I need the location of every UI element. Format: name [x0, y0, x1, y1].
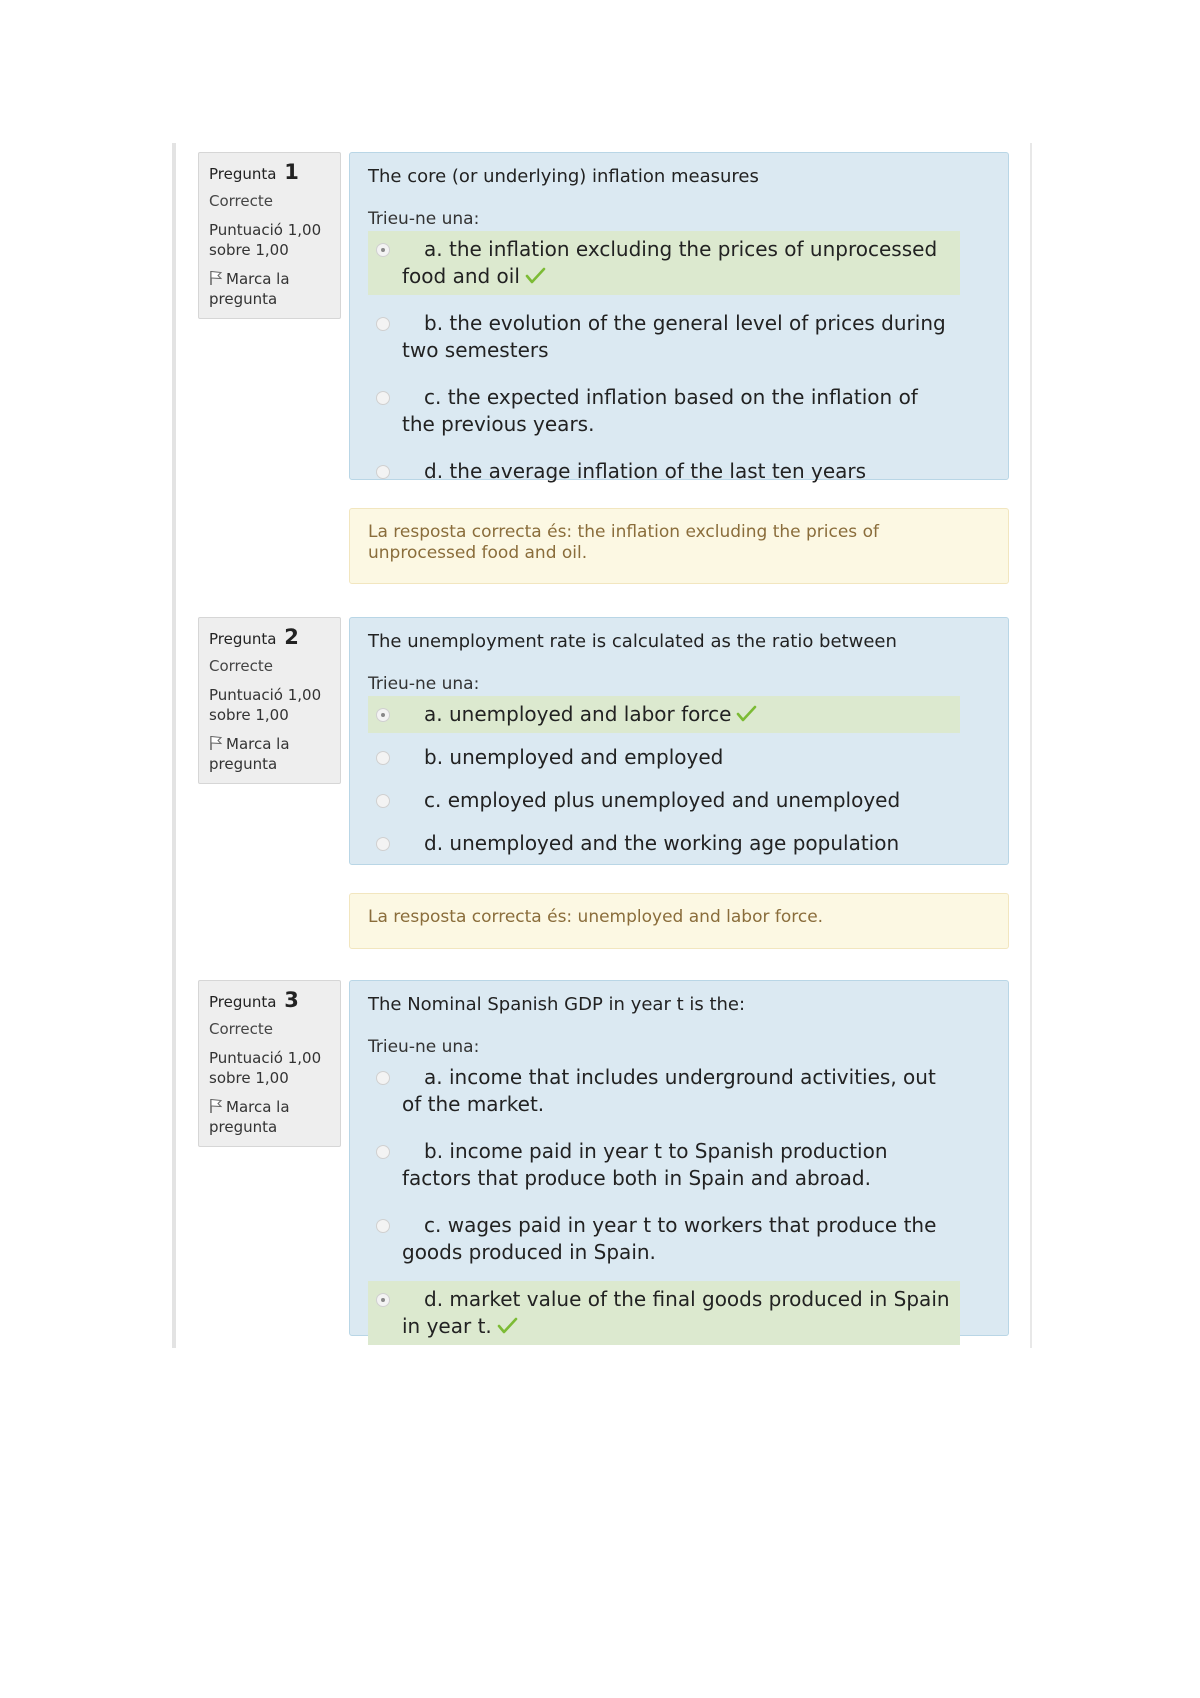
question-grade: Puntuació 1,00 sobre 1,00 [209, 221, 322, 259]
flag-icon [209, 270, 223, 286]
flag-icon [209, 735, 223, 751]
flag-icon [209, 1098, 223, 1114]
question-formulation-1 [349, 152, 1009, 483]
question-info-1 [198, 152, 341, 319]
answer-option-c[interactable]: c. employed plus unemployed and unemployed [368, 782, 960, 819]
answer-prompt: Trieu-ne una: [368, 674, 480, 694]
question-grade: Puntuació 1,00 sobre 1,00 [209, 1049, 322, 1087]
radio-button[interactable] [376, 751, 390, 765]
check-icon [496, 1317, 518, 1335]
check-icon [735, 705, 757, 723]
answer-list [368, 231, 960, 490]
question-formulation-2 [349, 617, 1009, 865]
question-text: The Nominal Spanish GDP in year t is the: [368, 994, 746, 1015]
right-answer-feedback-2: La resposta correcta és: unemployed and labor force. [349, 893, 1009, 949]
question-info-3 [198, 980, 341, 1147]
question-number: Pregunta 1 [209, 160, 299, 184]
radio-button[interactable] [376, 1219, 390, 1233]
question-state: Correcte [209, 192, 273, 210]
radio-button[interactable] [376, 708, 390, 722]
radio-button[interactable] [376, 465, 390, 479]
question-text: The unemployment rate is calculated as the ratio between [368, 631, 897, 652]
radio-button[interactable] [376, 1071, 390, 1085]
radio-button[interactable] [376, 317, 390, 331]
answer-option-b[interactable]: b. unemployed and employed [368, 739, 960, 776]
radio-button[interactable] [376, 1293, 390, 1307]
answer-option-c[interactable]: c. wages paid in year t to workers that produce the goods produced in Spain. [368, 1207, 960, 1271]
answer-option-d[interactable]: d. the average inflation of the last ten years [368, 453, 960, 490]
answer-option-a[interactable]: a. unemployed and labor force [368, 696, 960, 733]
radio-button[interactable] [376, 794, 390, 808]
radio-button[interactable] [376, 391, 390, 405]
radio-button[interactable] [376, 1145, 390, 1159]
answer-list [368, 696, 960, 862]
question-state: Correcte [209, 1020, 273, 1038]
flag-question-link[interactable]: Marca la pregunta [209, 270, 290, 308]
answer-list [368, 1059, 960, 1345]
question-info-2 [198, 617, 341, 784]
answer-prompt: Trieu-ne una: [368, 209, 480, 229]
answer-option-d[interactable]: d. market value of the final goods produced in Spain in year t. [368, 1281, 960, 1345]
answer-option-b[interactable]: b. income paid in year t to Spanish production factors that produce both in Spain and abroad. [368, 1133, 960, 1197]
right-answer-feedback-1: La resposta correcta és: the inflation excluding the prices of unprocessed food and oil. [349, 508, 1009, 584]
answer-option-a[interactable]: a. income that includes underground activities, out of the market. [368, 1059, 960, 1123]
question-number: Pregunta 3 [209, 988, 299, 1012]
radio-button[interactable] [376, 243, 390, 257]
answer-prompt: Trieu-ne una: [368, 1037, 480, 1057]
answer-option-a[interactable]: a. the inflation excluding the prices of unprocessed food and oil [368, 231, 960, 295]
question-grade: Puntuació 1,00 sobre 1,00 [209, 686, 322, 724]
answer-option-b[interactable]: b. the evolution of the general level of prices during two semesters [368, 305, 960, 369]
question-formulation-3 [349, 980, 1009, 1336]
question-state: Correcte [209, 657, 273, 675]
question-number: Pregunta 2 [209, 625, 299, 649]
check-icon [524, 267, 546, 285]
question-text: The core (or underlying) inflation measures [368, 166, 759, 187]
radio-button[interactable] [376, 837, 390, 851]
answer-option-d[interactable]: d. unemployed and the working age population [368, 825, 960, 862]
flag-question-link[interactable]: Marca la pregunta [209, 735, 290, 773]
answer-option-c[interactable]: c. the expected inflation based on the inflation of the previous years. [368, 379, 960, 443]
flag-question-link[interactable]: Marca la pregunta [209, 1098, 290, 1136]
